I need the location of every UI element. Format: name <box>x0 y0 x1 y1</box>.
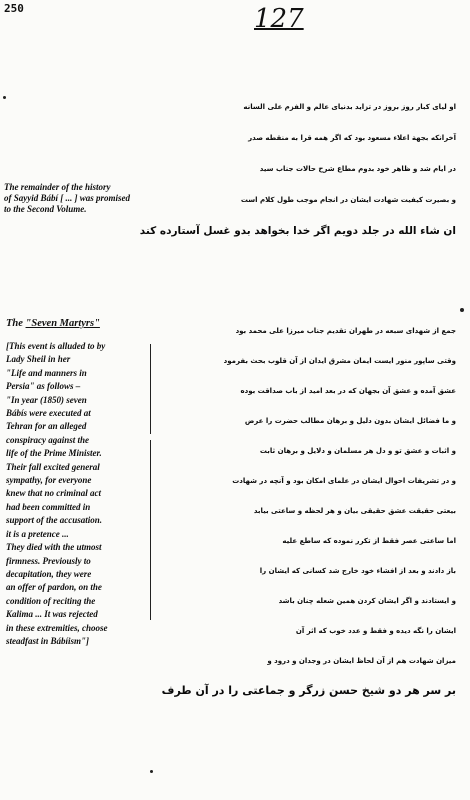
margin-note-line: decapitation, they were <box>6 568 92 579</box>
margin-note-line: Tehran for an alleged <box>6 421 87 432</box>
section-heading-title: "Seven Martyrs" <box>25 318 100 329</box>
persian-text-block-2 <box>162 316 456 706</box>
margin-note-line: "Life and manners in <box>6 367 87 378</box>
margin-note-line: They died with the utmost <box>6 542 102 553</box>
margin-bracket <box>150 344 157 434</box>
margin-note-line: to the Second Volume. <box>4 204 87 214</box>
persian-line: عشق آمده و عشق آن بجهان که در بعد امید از باب صداقت بوده <box>240 387 456 395</box>
margin-note-line: it is a pretence ... <box>6 528 69 539</box>
ink-speck <box>460 308 464 312</box>
margin-note-line: condition of reciting the <box>6 595 96 606</box>
margin-note-line: firmness. Previously to <box>6 555 91 566</box>
section-heading <box>6 318 100 329</box>
margin-note-line: in these extremities, choose <box>6 622 108 633</box>
persian-line: باز دادند و بعد از افشاء خود خارج شد کسانی که ایشان را <box>259 567 456 575</box>
margin-note-seven-martyrs <box>6 340 156 648</box>
ink-speck <box>150 770 153 773</box>
margin-note-line: Lady Sheil in her <box>6 354 71 365</box>
persian-line: بر سر هر دو شیخ حسن زرگر و جماعتی را در آن طرف <box>161 684 456 697</box>
persian-line: و ایستادند و اگر ایشان کردن همین شعله چنان باشد <box>278 597 456 605</box>
margin-note-line: The remainder of the history <box>4 182 111 192</box>
margin-note-line: [This event is alluded to by <box>6 341 106 351</box>
margin-note-line: an offer of pardon, on the <box>6 582 102 593</box>
persian-line: و ما فضائل ایشان بدون دلیل و برهان مطالب حضرت را عرض <box>244 417 456 425</box>
margin-note-line: conspiracy against the <box>6 434 90 445</box>
margin-note-line: Their fall excited general <box>6 461 100 472</box>
persian-line: جمع از شهدای سبعه در طهران تقدیم جناب میرزا علی محمد بود <box>235 327 456 335</box>
margin-note-line: sympathy, for everyone <box>6 475 92 486</box>
persian-text-block-1 <box>140 92 456 247</box>
persian-line: میزان شهادت هم از آن لحاظ ایشان در وجدان و درود و <box>267 657 456 665</box>
persian-line: و بصیرت کیفیت شهادت ایشان در انجام موجب طول کلام است <box>240 196 456 204</box>
page-number: 250 <box>4 2 24 15</box>
persian-line: در ایام شد و ظاهر خود بدوم مطاع شرح حالات جناب سید <box>259 165 456 173</box>
persian-line: و اثبات و عشق تو و دل هر مسلمان و دلایل و برهان ثابت <box>259 447 456 455</box>
margin-note-line: "In year (1850) seven <box>6 394 87 405</box>
folio-number: 127 <box>254 4 304 34</box>
ink-speck <box>3 96 6 99</box>
margin-note-line: Bábís were executed at <box>6 408 91 419</box>
margin-note-history <box>4 182 144 215</box>
margin-note-line: had been committed in <box>6 501 91 512</box>
margin-note-line: support of the accusation. <box>6 515 103 526</box>
persian-line: آخرانکه بجهة اعلاء مسعود بود که اگر همه قرا به منقطه صدر <box>248 134 456 142</box>
section-heading-prefix: The <box>6 318 26 329</box>
margin-note-line: Persia" as follows – <box>6 381 81 392</box>
persian-line: ان شاء الله در جلد دویم اگر خدا بخواهد بدو غسل آستارده کند <box>139 225 456 237</box>
persian-line: بیعتی حقیقت عشق حقیقی بیان و هر لحظه و ساعتی بیابد <box>253 507 456 515</box>
margin-note-line: life of the Prime Minister. <box>6 448 102 459</box>
margin-note-line: of Sayyid Bábí [ ... ] was promised <box>4 193 130 203</box>
persian-line: اما ساعتی عصر فقط از تکرر نموده که ساطع علیه <box>282 537 456 545</box>
persian-line: او لیای کبار روز بروز در تزاید بدنیای عالم و الفزم علی السانه <box>243 103 456 111</box>
persian-line: ایشان را نگه دیده و فقط و عدد خوب که اثر آن <box>295 627 456 635</box>
margin-note-line: knew that no criminal act <box>6 488 102 499</box>
margin-note-line: steadfast in Bábíism"] <box>6 635 90 646</box>
margin-bracket <box>150 440 157 620</box>
persian-line: و در تشریفات احوال ایشان در علمای امکان بود و آنچه در شهادت <box>232 477 456 485</box>
persian-line: وقتی ساپور منور ایست ایمان مشرق ایدان از آن قلوب بحث بفرمود <box>223 357 456 365</box>
margin-note-line: Kalima ... It was rejected <box>6 609 98 620</box>
